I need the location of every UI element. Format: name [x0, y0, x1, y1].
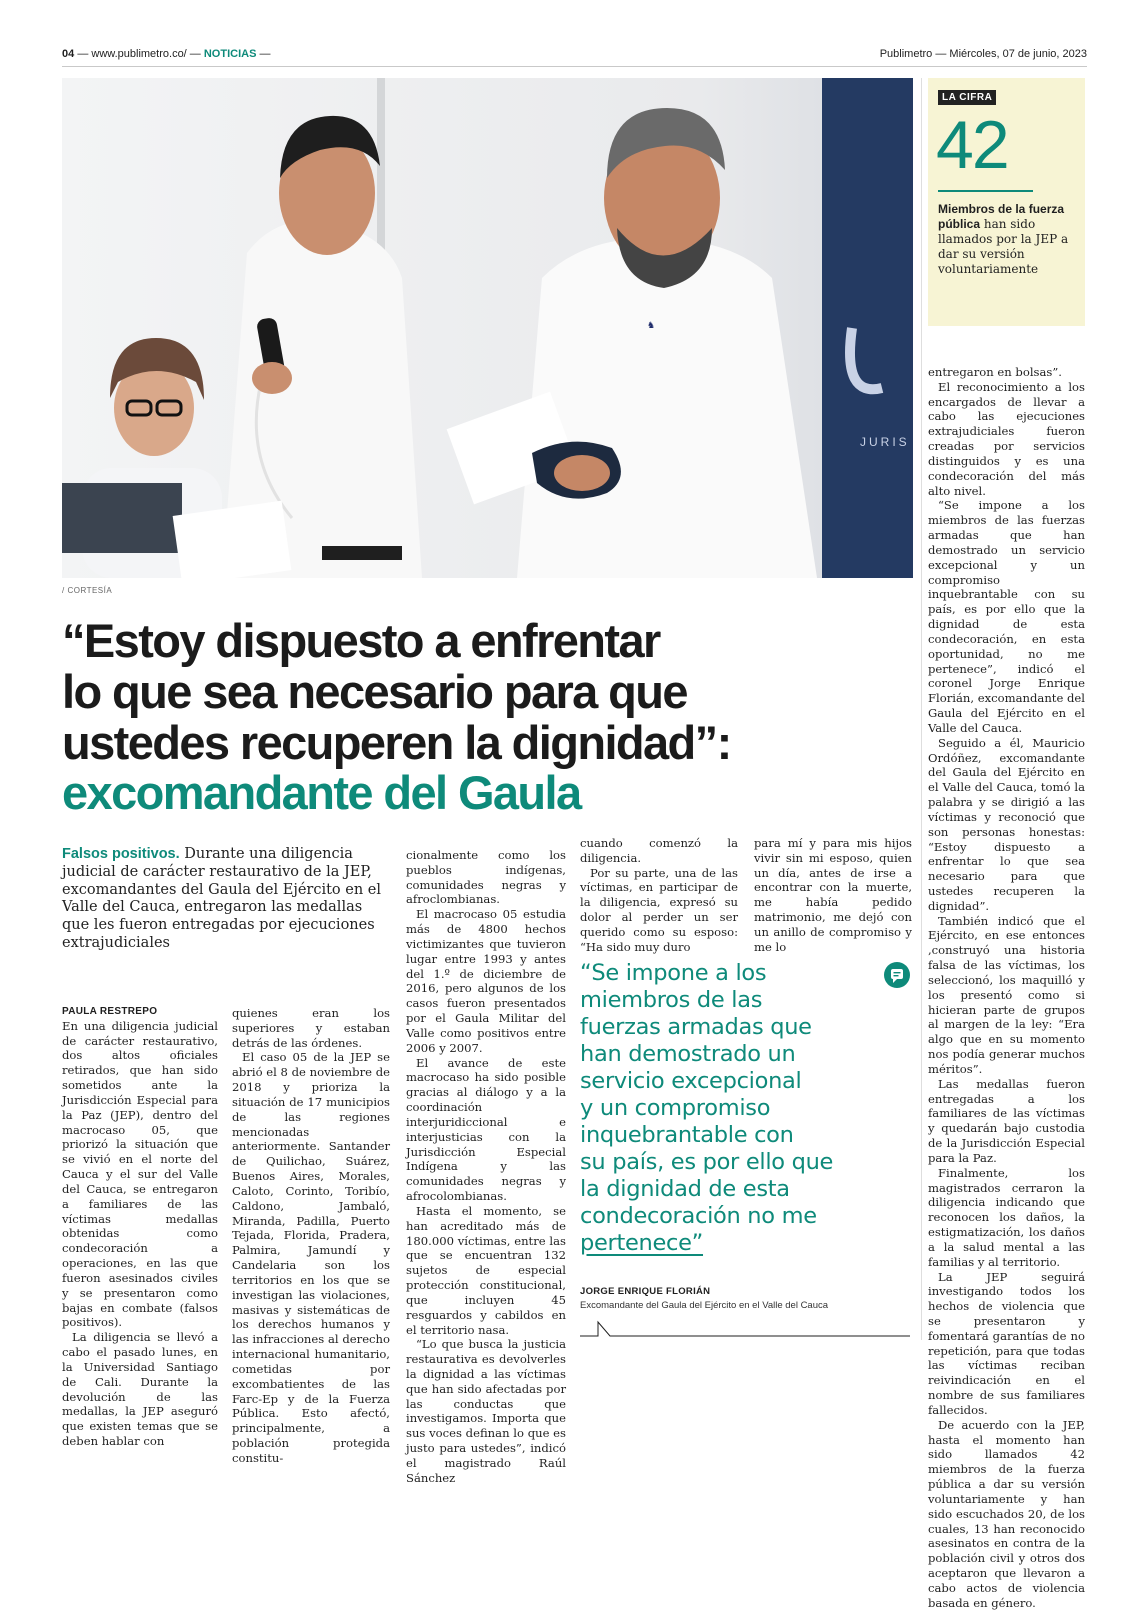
pull-quote-line: y un compromiso — [580, 1095, 771, 1121]
pull-quote-line: “Se impone a los — [580, 960, 767, 986]
paragraph: Seguido a él, Mauricio Ordóñez, excomandante del Gaula del Ejército en el Valle del Cauca, tomó la palabra y se dirigió a las víctimas y reconoció que son personas honestas: “Estoy dispuesto a enfrentar lo que sea necesario para que ustedes recuperen la dignidad”. — [928, 735, 1085, 913]
photo-credit: / CORTESÍA — [62, 586, 113, 595]
pull-quote-line: la dignidad de esta — [580, 1176, 790, 1202]
section-trail: — — [259, 48, 271, 60]
paragraph: La diligencia se llevó a cabo el pasado lunes, en la Universidad Santiago de Cali. Durante la devolución de las medallas, la JEP aseguró que existen temas que se deben hablar con — [62, 1330, 218, 1448]
pull-quote-line: condecoración no me — [580, 1203, 817, 1229]
paragraph: Por su parte, una de las víctimas, en participar de la diligencia, expresó su dolor al perder un ser querido como su esposo: “Ha sido muy duro — [580, 865, 738, 954]
article-column-3 — [406, 848, 566, 1486]
paragraph: El macrocaso 05 estudia más de 4800 hechos victimizantes que tuvieron lugar entre 1993 y antes del 1.º de diciembre de 2016, pero algunos de los casos fueron presentados por el Gaula Militar del Valle como positivos entre 2006 y 2007. — [406, 907, 566, 1055]
paragraph: quienes eran los superiores y estaban detrás de las órdenes. — [232, 1006, 390, 1050]
cifra-rule — [938, 190, 1033, 192]
paragraph: para mí y para mis hijos vivir sin mi esposo, quien un día, antes de irse a encontrar con la muerte, me había pedido matrimonio, me dejó con un anillo de compromiso y me lo — [754, 836, 912, 954]
header-rule — [62, 66, 1087, 67]
cifra-text — [938, 202, 1078, 277]
article-headline — [62, 616, 922, 819]
paragraph: “Se impone a los miembros de las fuerzas armadas que han demostrado un servicio excepcional y un compromiso inquebrantable con su país, es por ello que la dignidad de esta condecoración, en esta oportunidad, no me pertenece”, indicó el coronel Jorge Enrique Florián, excomandante del Gaula del Ejército en el Valle del Cauca. — [928, 498, 1085, 735]
article-column-4 — [580, 836, 738, 955]
cifra-number: 42 — [936, 107, 1008, 183]
paragraph: De acuerdo con la JEP, hasta el momento han sido llamados 42 miembros de la fuerza pública a dar su versión voluntariamente y han sido escuchados 20, de los cuales, 13 han reconocido asesinatos en contra de la población civil y otros dos aceptaron que llevaron a cabo actos de violencia basada en género. — [928, 1417, 1085, 1610]
paragraph: cuando comenzó la diligencia. — [580, 836, 738, 865]
cifra-body-text: han sido llamados por la JEP a dar su versión voluntariamente — [938, 217, 1069, 276]
pull-quote-line: han demostrado un — [580, 1041, 796, 1067]
lede-kicker: Falsos positivos. — [62, 846, 180, 862]
pull-quote-rule — [580, 1318, 910, 1338]
paragraph: En una diligencia judicial de carácter restaurativo, dos altos oficiales retirados, que han sido sometidos ante la Jurisdicción Especial para la Paz (JEP), dentro del macrocaso 05, que priorizó la situación que se vivió en el norte del Cauca y el sur del Valle del Cauca, se entregaron a familiares de las víctimas medallas obtenidas como condecoración a operaciones, en las que fueron asesinados civiles y se presentaron como bajas en combate (falsos positivos). — [62, 1018, 218, 1330]
paragraph: Hasta el momento, se han acreditado más de 180.000 víctimas, entre las que se encuentran 132 sujetos de especial protección constitucional, que incluyen 45 resguardos y cabildos en el territorio nasa. — [406, 1203, 566, 1337]
backdrop-text: JURIS — [860, 435, 910, 449]
pull-quote-line: su país, es por ello que — [580, 1149, 834, 1175]
header-left — [62, 48, 270, 60]
backdrop-banner — [822, 78, 913, 578]
paragraph: “Lo que busca la justicia restaurativa es devolverles la dignidad a las víctimas que han sido afectadas por las conductas que investigamos. Importa que sus voces definan lo que es justo para ustedes”, indicó el magistrado Raúl Sánchez — [406, 1337, 566, 1485]
svg-text:♞: ♞ — [647, 320, 656, 330]
cifra-box — [928, 78, 1085, 326]
cifra-label: LA CIFRA — [938, 90, 996, 105]
headline-line: lo que sea necesario para que — [62, 664, 687, 718]
section-name[interactable]: NOTICIAS — [203, 48, 257, 60]
cifra-bold-text: Miembros de la fuerza pública — [938, 202, 1065, 231]
pull-quote-line: inquebrantable con — [580, 1122, 794, 1148]
issue-date: — Miércoles, 07 de junio, 2023 — [935, 48, 1087, 60]
page-header — [62, 48, 1087, 64]
article-column-2 — [232, 1006, 390, 1466]
article-photo — [62, 78, 913, 578]
lede-text: Durante una diligencia judicial de carácter restaurativo de la JEP, excomandantes del Gaula del Ejército en el Valle del Cauca, entregaron las medallas que les fueron entregadas por ejecuciones extrajudiciales — [62, 846, 382, 952]
article-column-1 — [62, 1006, 218, 1449]
photo-illustration — [62, 78, 913, 578]
pull-quote-line: fuerzas armadas que — [580, 1014, 812, 1040]
pull-quote-line: servicio excepcional — [580, 1068, 802, 1094]
headline-line: ustedes recuperen la dignidad”: — [62, 715, 731, 769]
page-number: 04 — [62, 48, 75, 60]
paragraph: El caso 05 de la JEP se abrió el 8 de noviembre de 2018 y prioriza la situación de 17 municipios de las regiones mencionadas anteriormente. Santander de Quilichao, Suárez, Buenos Aires, Morales, Caloto, Corinto, Toribío, Caldono, Jambaló, Miranda, Padilla, Puerto Tejada, Florida, Pradera, Palmira, Jamundí y Candelaria son los territorios en los que se investigan las violaciones, masivas y sistemáticas de los derechos humanos y las infracciones al derecho internacional humanitario, cometidas por excombatientes de las Farc-Ep y de la Fuerza Pública. Esto afectó, principalmente, a población protegida constitu- — [232, 1050, 390, 1465]
pull-quote-line: pertenece” — [580, 1230, 704, 1256]
article-column-6 — [928, 365, 1085, 1611]
paragraph: cionalmente como los pueblos indígenas, comunidades negras y afroclombianas. — [406, 848, 566, 907]
article-lede — [62, 846, 387, 953]
headline-teal-line: excomandante del Gaula — [62, 766, 581, 820]
paragraph: El avance de este macrocaso ha sido posible gracias al diálogo y a la coordinación interjuridiccional e interjusticias con la Jurisdicción Especial Indígena y las comunidades negras y afrocolombianas. — [406, 1055, 566, 1204]
site-url[interactable]: — www.publimetro.co/ — — [77, 48, 201, 60]
paragraph: La JEP seguirá investigando todos los hechos de violencia que se presentaron y fomentará garantías de no repetición, para que todas las víctimas reciban reivindicación en el nombre de sus familiares fallecidos. — [928, 1269, 1085, 1417]
pull-quote-line: miembros de las — [580, 987, 763, 1013]
paragraph: También indicó que el Ejército, en ese entonces ,construyó una historia falsa de las víctimas, los seleccionó, los maquilló y los presentó como si hicieran parte de grupos al margen de la ley: “Era algo que en su momento nos podía generar muchos méritos”. — [928, 913, 1085, 1076]
headline-line: “Estoy dispuesto a enfrentar — [62, 614, 660, 667]
paragraph: entregaron en bolsas”. — [928, 365, 1062, 379]
article-column-5 — [754, 836, 912, 955]
pull-quote-role: Excomandante del Gaula del Ejército en el Valle del Cauca — [580, 1300, 829, 1311]
pull-quote-author: JORGE ENRIQUE FLORIÁN — [580, 1286, 711, 1297]
paragraph: Las medallas fueron entregadas a los familiares de las víctimas y quedarán bajo custodia de la Jurisdicción Especial para la Paz. — [928, 1076, 1085, 1165]
paragraph: El reconocimiento a los encargados de llevar a cabo las ejecuciones extrajudiciales fueron creadas por servicios distinguidos y es una condecoración del más alto nivel. — [928, 379, 1085, 498]
paragraph: Finalmente, los magistrados cerraron la diligencia indicando que reconocen los daños, la estigmatización, los daños a la salud mental a las familias y al territorio. — [928, 1165, 1085, 1269]
article-byline: PAULA RESTREPO — [62, 1006, 158, 1017]
publication-name: Publimetro — [879, 48, 933, 60]
pull-quote — [580, 960, 910, 1257]
header-right — [880, 48, 1087, 60]
